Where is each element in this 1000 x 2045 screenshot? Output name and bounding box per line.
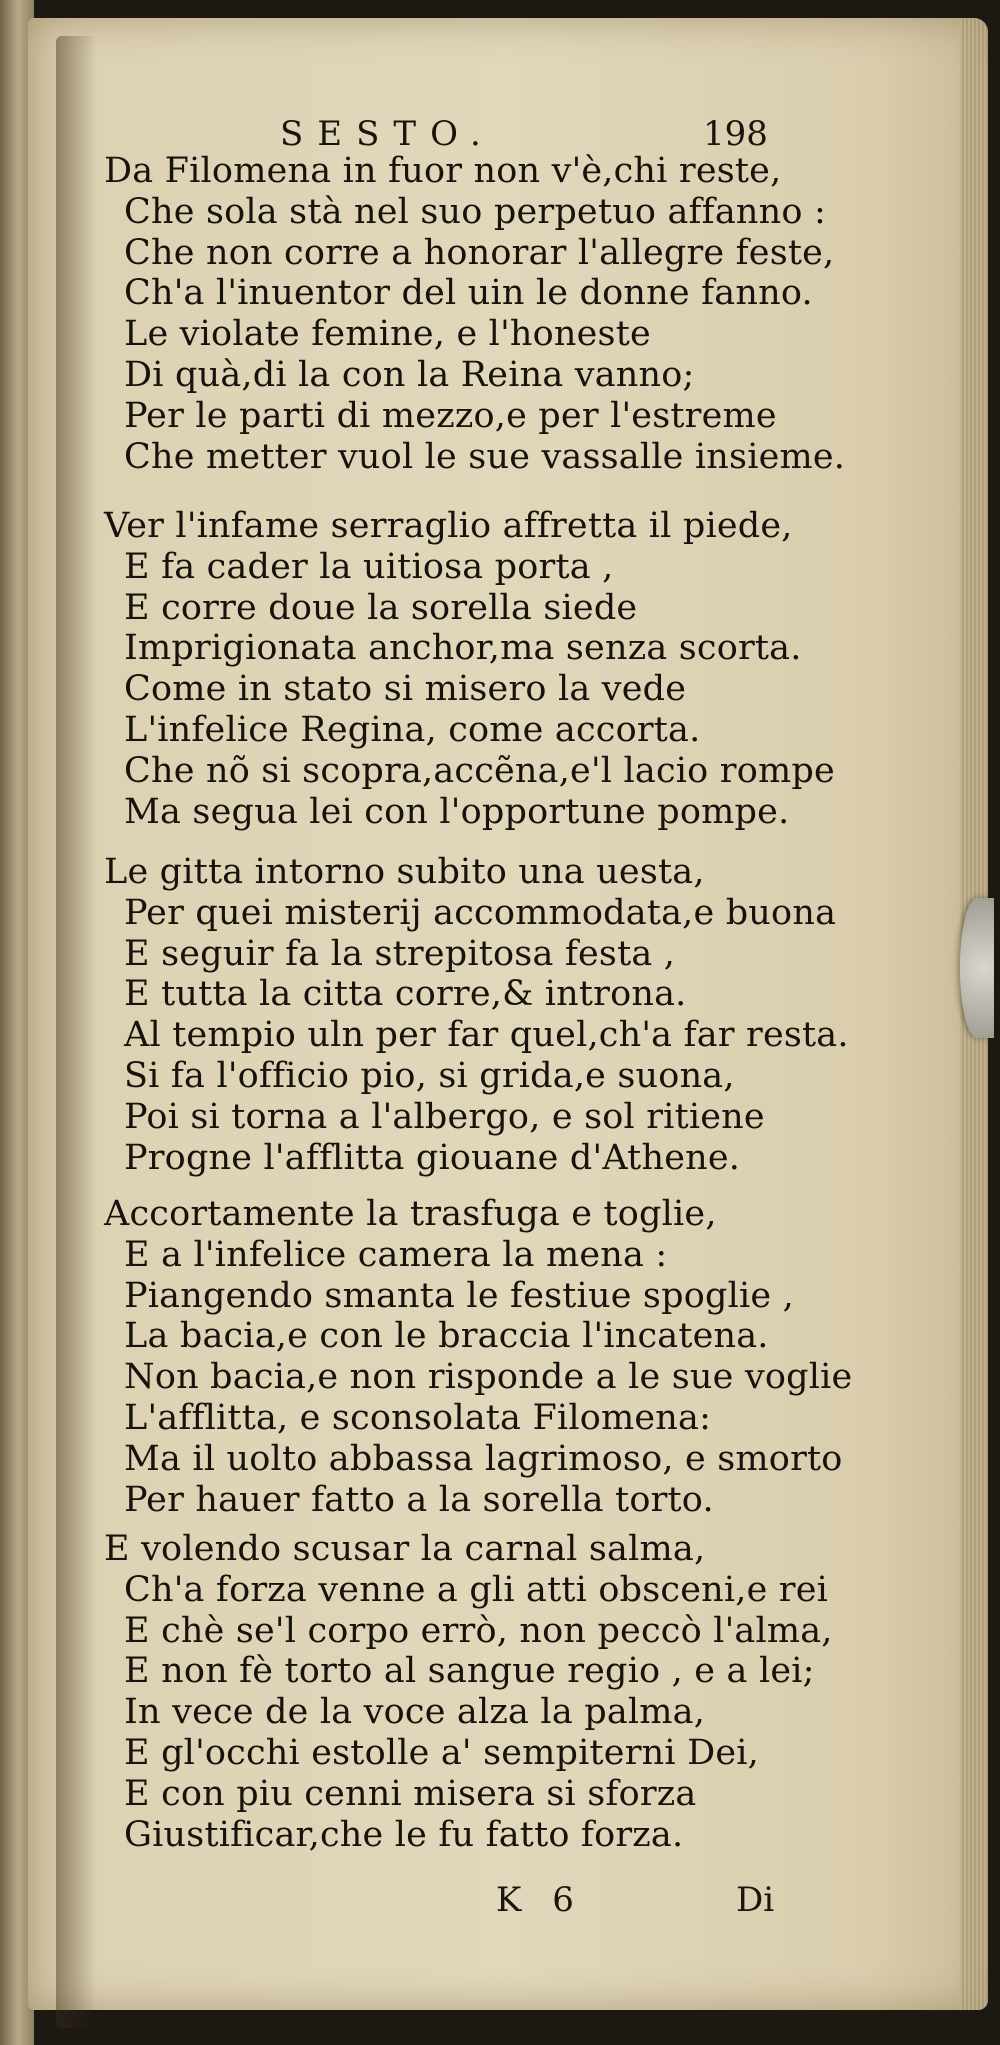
verse-line: L'infelice Regina, come accorta.	[124, 710, 701, 750]
verse-line: E fa cader la uitiosa porta ,	[124, 546, 614, 587]
verse-line: Che non corre a honorar l'allegre feste,	[124, 232, 835, 273]
verse-line: Che nõ si scopra,accẽna,e'l lacio rompe	[124, 750, 835, 791]
verse-line: E con piu cenni misera si sforza	[124, 1773, 697, 1814]
stanza-first-line: Le gitta intorno subito una uesta,	[104, 852, 705, 892]
verse-line: E chè se'l corpo errò, non peccò l'alma,	[124, 1610, 833, 1651]
verse-line: E gl'occhi estolle a' sempiterni Dei,	[124, 1733, 760, 1773]
verse-line: E corre doue la sorella siede	[124, 587, 638, 628]
stanza-first-line: Da Filomena in fuor non v'è,chi reste,	[104, 151, 782, 191]
verse-line: Per hauer fatto a la sorella torto.	[124, 1479, 714, 1520]
signature-mark: K 6	[496, 1880, 584, 1920]
verse-line: La bacia,e con le braccia l'incatena.	[124, 1316, 769, 1357]
stanza-first-line: Accortamente la trasfuga e toglie,	[104, 1194, 717, 1234]
verse-line: E non fè torto al sangue regio , e a lei;	[124, 1651, 815, 1692]
stanza-first-line: Ver l'infame serraglio affretta il piede,	[104, 506, 793, 546]
verse-line: In vece de la voce alza la palma,	[124, 1692, 706, 1733]
verse-line: Al tempio uln per far quel,ch'a far resta.	[124, 1015, 849, 1056]
catchword: Di	[736, 1880, 775, 1920]
verse-line: Che metter vuol le sue vassalle insieme.	[124, 436, 846, 477]
poem-text	[28, 18, 988, 2010]
stanza-first-line: E volendo scusar la carnal salma,	[104, 1529, 706, 1569]
verse-line: Non bacia,e non risponde a le sue voglie	[124, 1357, 853, 1398]
verse-line: E seguir fa la strepitosa festa ,	[124, 933, 676, 974]
book-page	[28, 18, 988, 2010]
verse-line: Giustificar,che le fu fatto forza.	[124, 1814, 684, 1855]
verse-line: Ch'a l'inuentor del uin le donne fanno.	[124, 273, 813, 314]
clasp	[960, 898, 994, 1038]
verse-line: Le violate femine, e l'honeste	[124, 314, 651, 355]
verse-line: Ma segua lei con l'opportune pompe.	[124, 791, 790, 832]
verse-line: Che sola stà nel suo perpetuo affanno :	[124, 191, 826, 232]
verse-line: Piangendo smanta le festiue spoglie ,	[124, 1275, 794, 1316]
verse-line: Poi si torna a l'albergo, e sol ritiene	[124, 1096, 765, 1137]
running-title: SESTO.	[280, 114, 495, 154]
verse-line: Ma il uolto abbassa lagrimoso, e smorto	[124, 1438, 843, 1479]
verse-line: E a l'infelice camera la mena :	[124, 1234, 668, 1275]
verse-line: Per le parti di mezzo,e per l'estreme	[124, 395, 777, 436]
verse-line: Per quei misterij accommodata,e buona	[124, 892, 837, 933]
verse-line: E tutta la citta corre,& introna.	[124, 974, 687, 1015]
page-number: 198	[703, 114, 768, 154]
verse-line: Si fa l'officio pio, si grida,e suona,	[124, 1056, 735, 1096]
verse-line: Ch'a forza venne a gli atti obsceni,e rei	[124, 1569, 829, 1610]
verse-line: Imprigionata anchor,ma senza scorta.	[124, 628, 802, 669]
verse-line: Progne l'afflitta giouane d'Athene.	[124, 1137, 741, 1178]
verse-line: L'afflitta, e sconsolata Filomena:	[124, 1398, 712, 1438]
verse-line: Di quà,di la con la Reina vanno;	[124, 355, 695, 395]
verse-line: Come in stato si misero la vede	[124, 669, 687, 710]
